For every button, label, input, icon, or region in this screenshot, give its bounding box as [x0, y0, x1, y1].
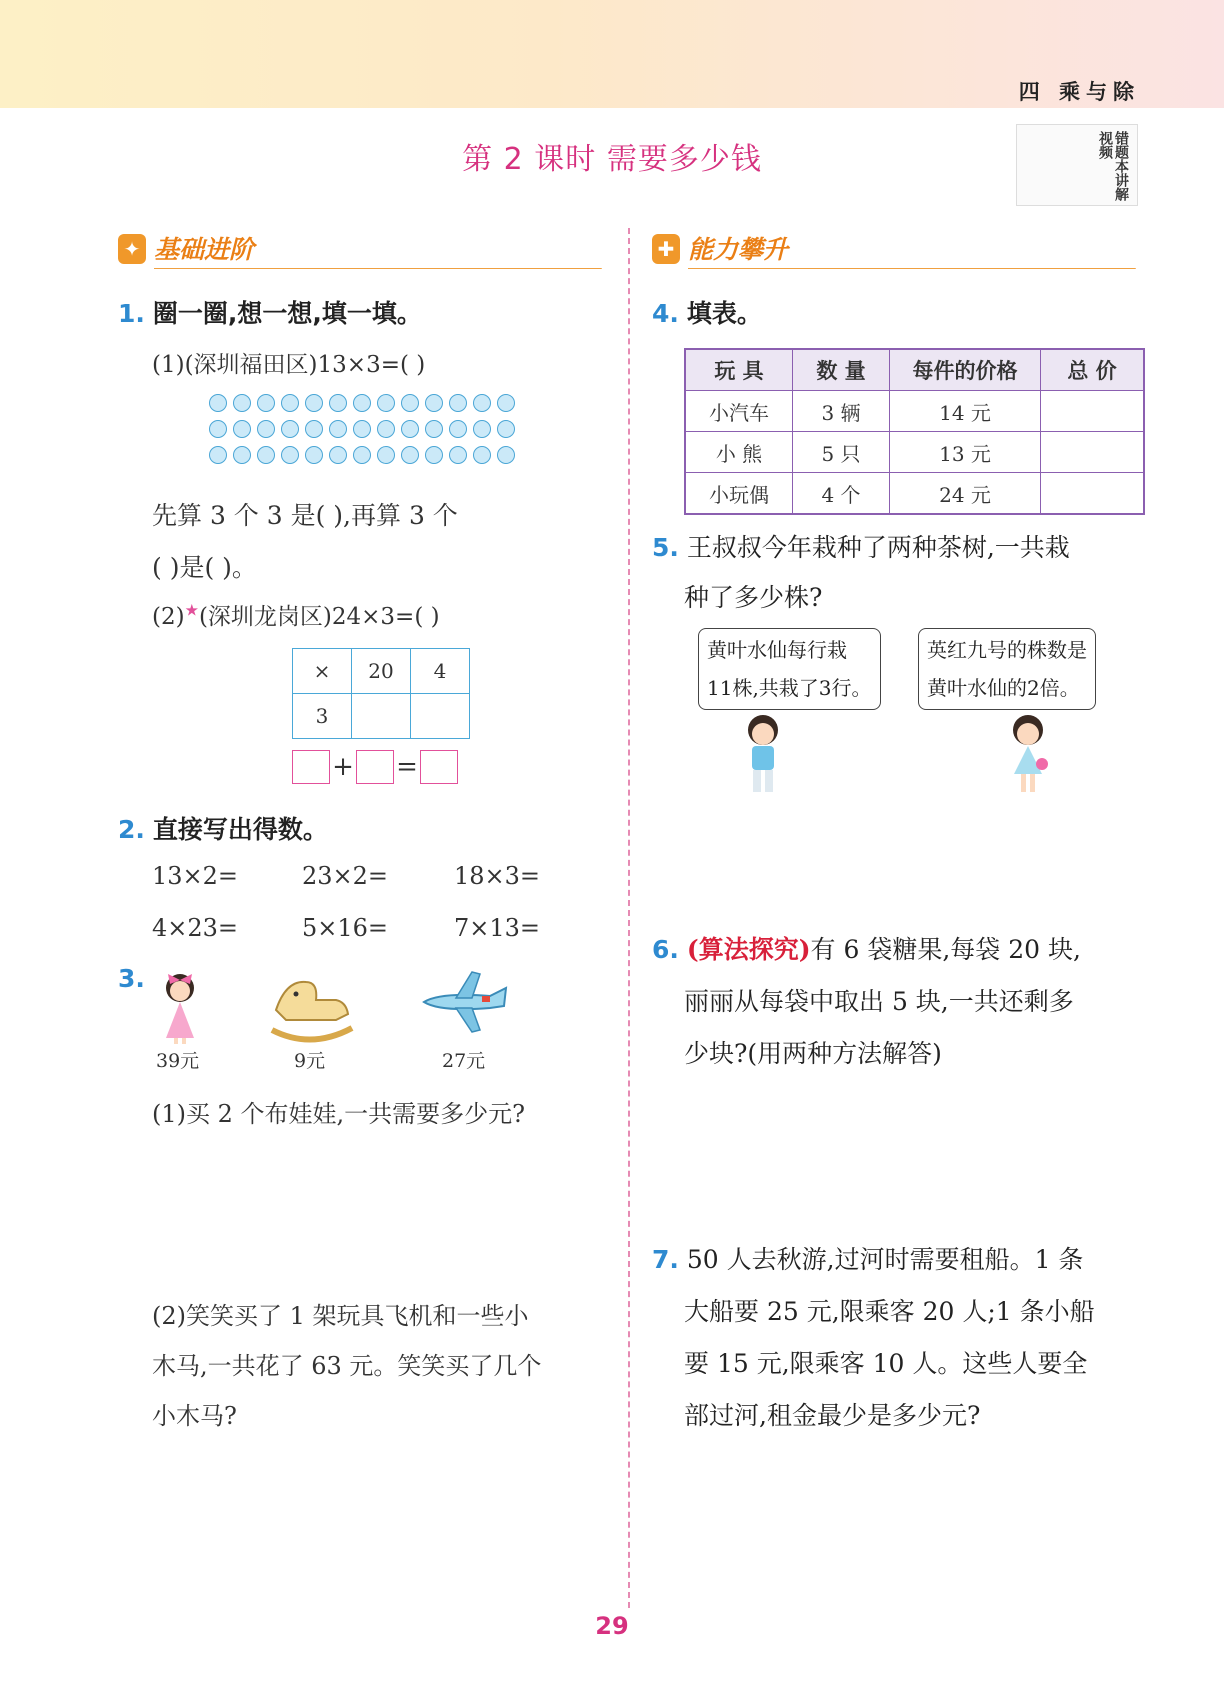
- table-cell: 小玩偶: [685, 473, 793, 515]
- answer-box[interactable]: [356, 750, 394, 784]
- toy-price-table: [684, 348, 1145, 515]
- q6-number: 6.: [652, 935, 679, 964]
- q3-number: 3.: [118, 964, 145, 993]
- q2-title: 直接写出得数。: [152, 815, 328, 844]
- table-cell: 24 元: [890, 473, 1041, 515]
- table-row: [685, 473, 1144, 515]
- q7-line1: [652, 1240, 1083, 1276]
- q7-text-line1: 50 人去秋游,过河时需要租船。1 条: [686, 1245, 1084, 1274]
- col-header: 总 价: [1041, 349, 1145, 391]
- q2-heading: [118, 810, 328, 846]
- table-cell: 3 辆: [793, 391, 890, 432]
- col-header: 每件的价格: [890, 349, 1041, 391]
- plus-sign: +: [332, 752, 354, 782]
- section-underline: [688, 268, 1136, 269]
- q1-number: 1.: [118, 299, 145, 328]
- table-cell: 13 元: [890, 432, 1041, 473]
- q1-part1-line2: ( )是( )。: [152, 553, 257, 582]
- q4-title: 填表。: [686, 299, 762, 328]
- q1-part1-line1: 先算 3 个 3 是( ),再算 3 个: [152, 501, 458, 530]
- page-number: 29: [595, 1612, 629, 1640]
- doll-price: 39元: [156, 1050, 200, 1072]
- answer-box[interactable]: [292, 750, 330, 784]
- q4-number: 4.: [652, 299, 679, 328]
- q6-line1: [652, 930, 1081, 966]
- table-header-row: [685, 349, 1144, 391]
- runner-icon: ✦: [118, 234, 146, 264]
- q5-text-line1: 王叔叔今年栽种了两种茶树,一共栽: [686, 533, 1070, 562]
- section-underline: [154, 268, 602, 269]
- dot-array: [206, 394, 518, 472]
- q1-part1: (1)(深圳福田区)13×3=( ): [152, 352, 426, 378]
- col-header: 玩 具: [685, 349, 793, 391]
- doll-icon: [150, 966, 210, 1046]
- section-header-advanced: [652, 230, 1136, 270]
- grid-cell: 4: [411, 649, 470, 694]
- q7-text-line2: 大船要 25 元,限乘客 20 人;1 条小船: [684, 1297, 1095, 1326]
- q2-number: 2.: [118, 815, 145, 844]
- q7-text-line4: 部过河,租金最少是多少元?: [684, 1401, 981, 1430]
- q3-part1: (1)买 2 个布娃娃,一共需要多少元?: [152, 1100, 526, 1128]
- q6-text-line2: 丽丽从每袋中取出 5 块,一共还剩多: [684, 987, 1074, 1016]
- q1-part2-prefix: (2): [152, 604, 185, 630]
- section-header-basic: [118, 230, 602, 270]
- grid-cell: 20: [352, 649, 411, 694]
- answer-box[interactable]: [420, 750, 458, 784]
- q5-line1: [652, 528, 1070, 564]
- section-title-advanced: 能力攀升: [688, 235, 789, 264]
- q1-part2: [152, 598, 440, 631]
- horse-price: 9元: [294, 1050, 326, 1072]
- dot-row: [206, 394, 518, 420]
- col-header: 数 量: [793, 349, 890, 391]
- q6-tag: (算法探究): [686, 935, 811, 964]
- grid-cell: ×: [293, 649, 352, 694]
- table-row: [685, 432, 1144, 473]
- dot-row: [206, 420, 518, 446]
- q2-item: 4×23=: [152, 914, 239, 942]
- table-cell: 5 只: [793, 432, 890, 473]
- sum-equation: [292, 750, 458, 784]
- q3-part2-line1: (2)笑笑买了 1 架玩具飞机和一些小: [152, 1302, 529, 1330]
- girl-icon: [1002, 712, 1054, 798]
- q5-text-line2: 种了多少株?: [684, 583, 823, 612]
- qr-video-box[interactable]: [1016, 124, 1138, 206]
- airplane-price: 27元: [442, 1050, 486, 1072]
- total-answer-cell[interactable]: [1041, 432, 1145, 473]
- table-cell: 小 熊: [685, 432, 793, 473]
- q2-item: 18×3=: [454, 862, 541, 890]
- speech-bubble-girl: [918, 628, 1096, 710]
- dot-row: [206, 446, 518, 472]
- lesson-title: 第 2 课时 需要多少钱: [462, 142, 762, 177]
- grid-answer-cell[interactable]: [352, 694, 411, 739]
- q2-item: 23×2=: [302, 862, 389, 890]
- q1-title: 圈一圈,想一想,填一填。: [152, 299, 422, 328]
- q5-number: 5.: [652, 533, 679, 562]
- speech-bubble-boy: [698, 628, 881, 710]
- airplane-icon: [420, 968, 510, 1038]
- q3-part2-line3: 小木马?: [152, 1402, 237, 1430]
- q3-heading: [118, 964, 145, 993]
- table-cell: 14 元: [890, 391, 1041, 432]
- equals-sign: =: [396, 752, 418, 782]
- rocking-horse-icon: [266, 970, 356, 1044]
- q2-item: 5×16=: [302, 914, 389, 942]
- q2-item: 13×2=: [152, 862, 239, 890]
- q1-heading: [118, 294, 422, 330]
- grid-cell: 3: [293, 694, 352, 739]
- q6-text-line1: 有 6 袋糖果,每袋 20 块,: [810, 935, 1081, 964]
- q7-text-line3: 要 15 元,限乘客 10 人。这些人要全: [684, 1349, 1088, 1378]
- total-answer-cell[interactable]: [1041, 391, 1145, 432]
- star-icon: ★: [184, 600, 199, 620]
- unit-label: 四 乘与除: [1018, 80, 1140, 104]
- bubble-text: 黄叶水仙的2倍。: [927, 676, 1080, 700]
- climber-icon: ✚: [652, 234, 680, 264]
- bubble-text: 英红九号的株数是: [927, 638, 1087, 662]
- multiplication-grid: [292, 648, 470, 739]
- section-title-basic: 基础进阶: [154, 235, 255, 264]
- boy-icon: [740, 712, 786, 798]
- q2-item: 7×13=: [454, 914, 541, 942]
- q7-number: 7.: [652, 1245, 679, 1274]
- qr-label: 错题本讲解视频: [1097, 131, 1129, 201]
- bubble-text: 黄叶水仙每行栽: [707, 638, 847, 662]
- total-answer-cell[interactable]: [1041, 473, 1145, 515]
- table-cell: 小汽车: [685, 391, 793, 432]
- table-row: [685, 391, 1144, 432]
- grid-answer-cell[interactable]: [411, 694, 470, 739]
- q1-part2-text: (深圳龙岗区)24×3=( ): [198, 604, 440, 630]
- q6-text-line3: 少块?(用两种方法解答): [684, 1039, 942, 1068]
- q3-part2-line2: 木马,一共花了 63 元。笑笑买了几个: [152, 1352, 542, 1380]
- table-cell: 4 个: [793, 473, 890, 515]
- column-divider: [628, 228, 630, 1608]
- q4-heading: [652, 294, 762, 330]
- bubble-text: 11株,共栽了3行。: [707, 676, 872, 700]
